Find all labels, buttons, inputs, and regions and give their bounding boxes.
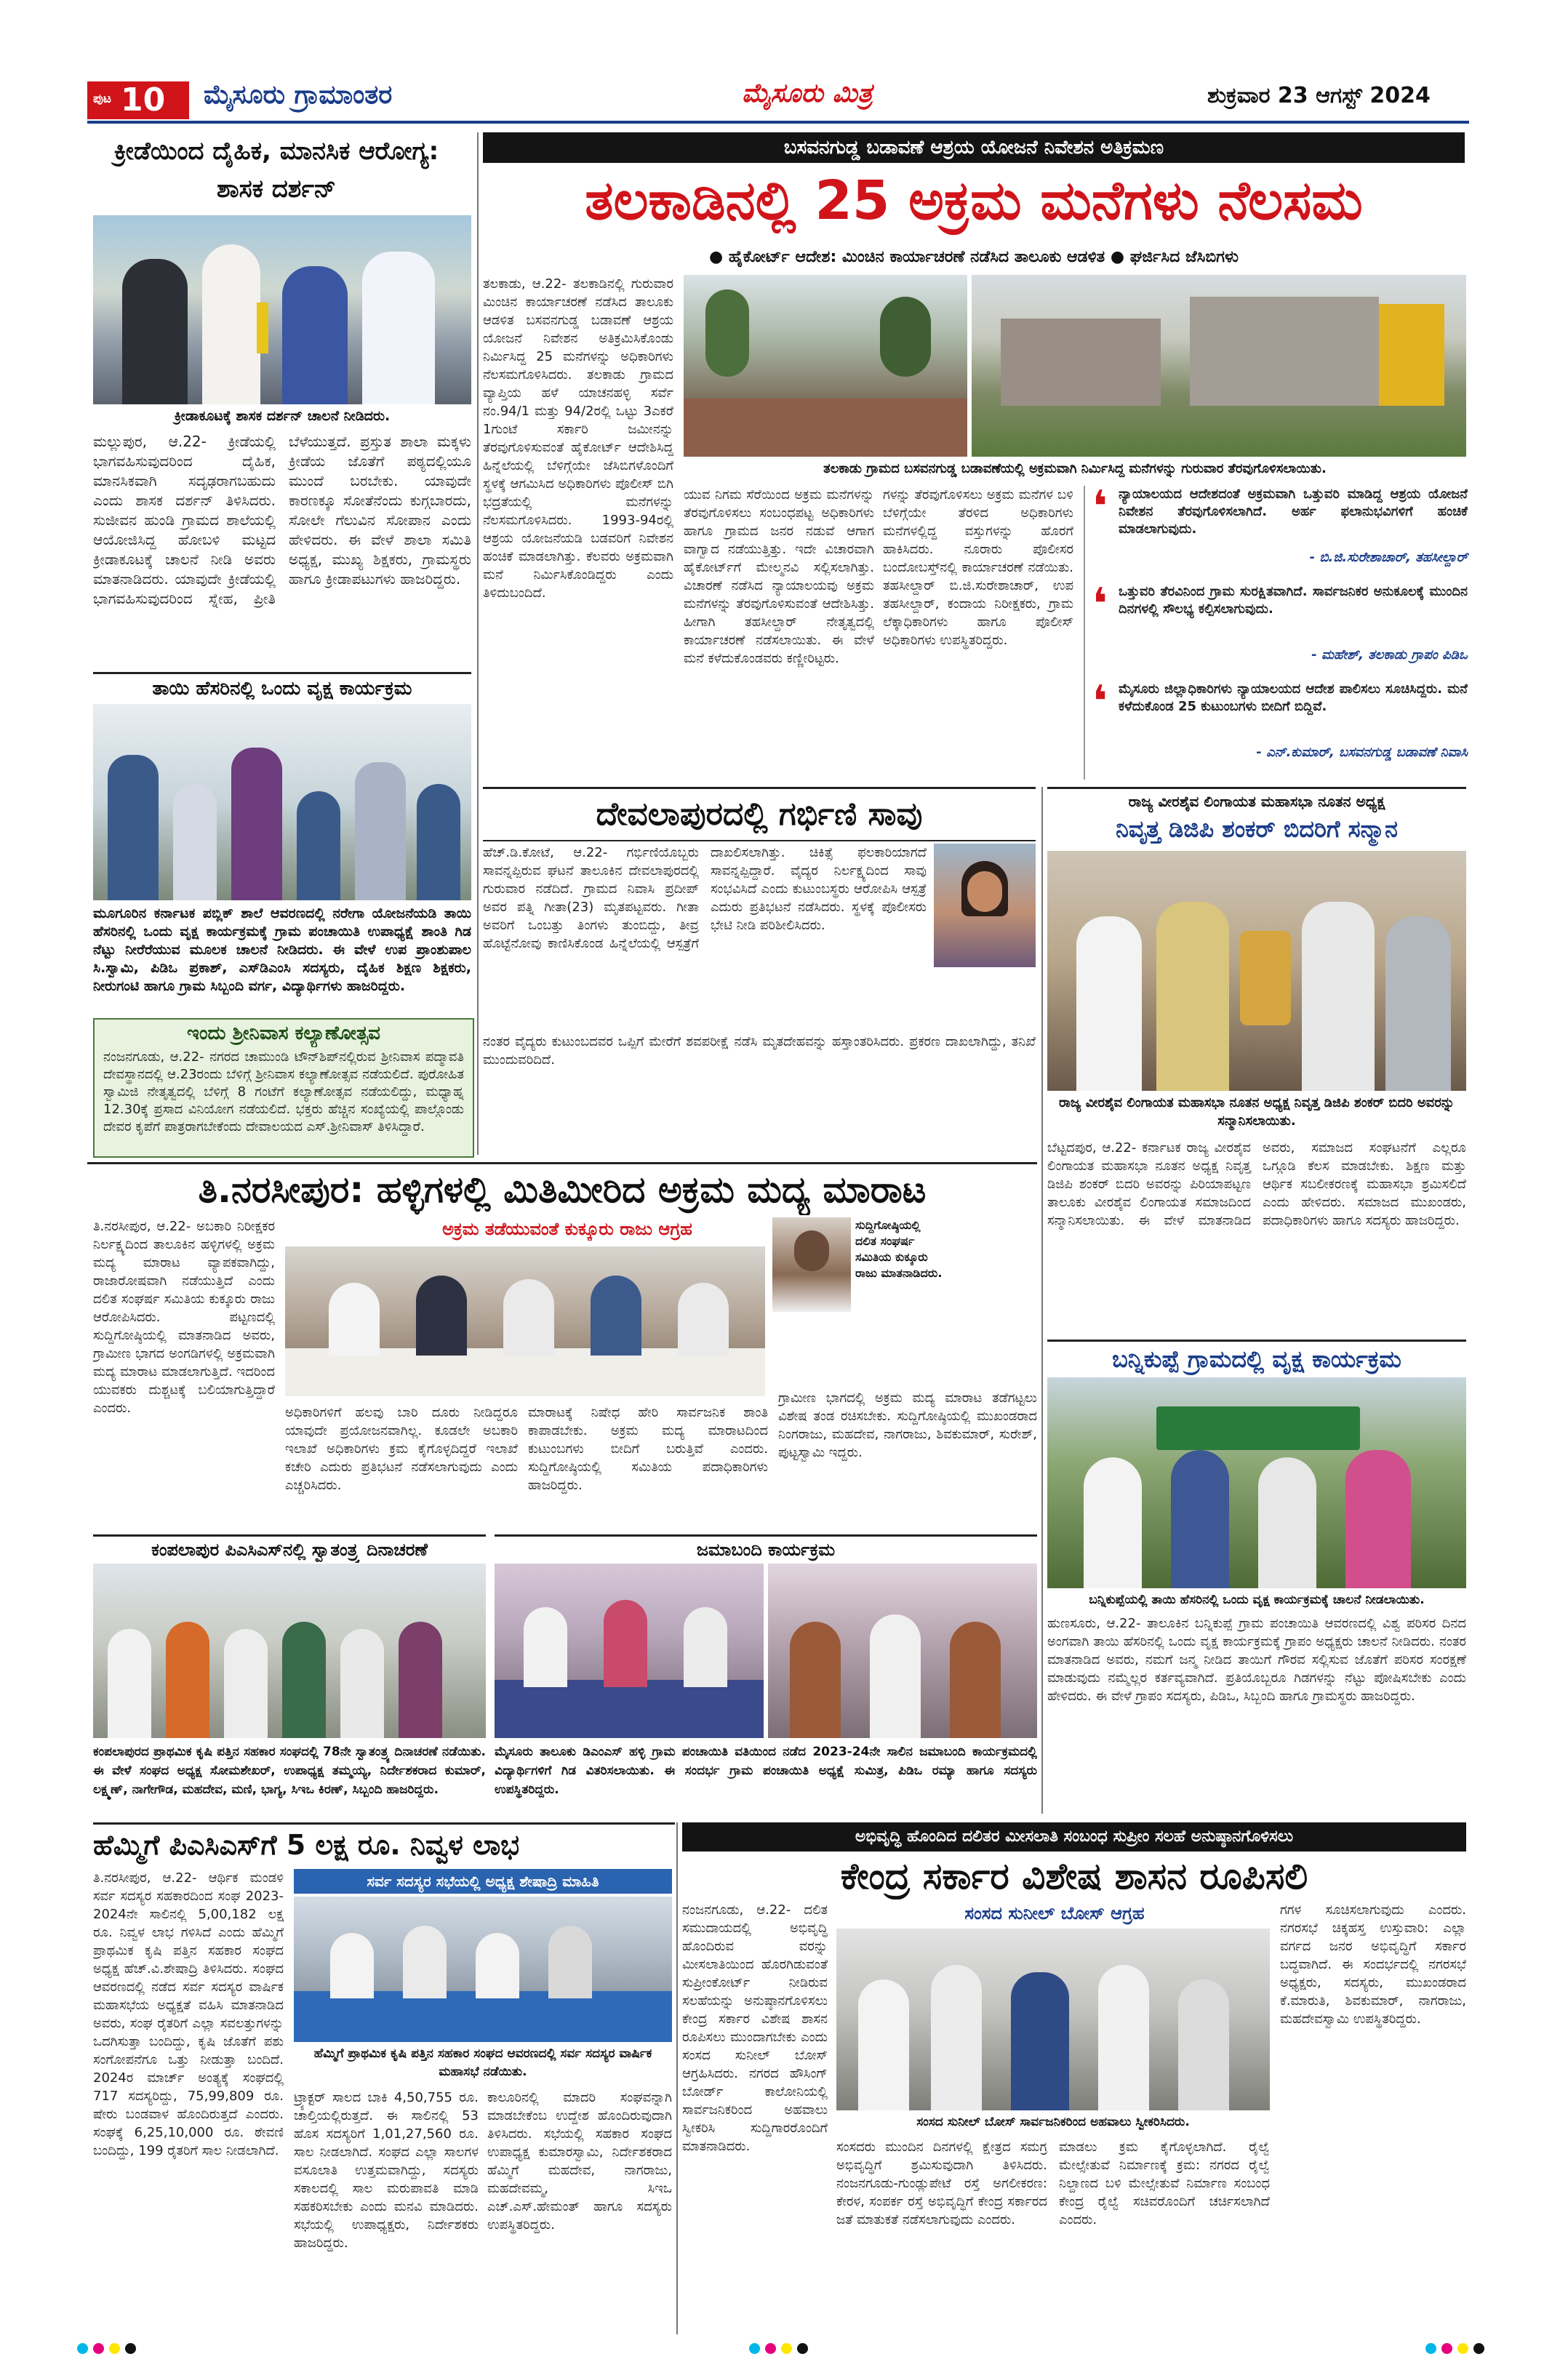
sports-headline: ಕ್ರೀಡೆಯಿಂದ ದೈಹಿಕ, ಮಾನಸಿಕ ಆರೋಗ್ಯ: ಶಾಸಕ ದರ್ಶನ್ [113,137,439,204]
quote-2-text: ಒತ್ತುವರಿ ತೆರವಿನಿಂದ ಗ್ರಾಮ ಸುರಕ್ಷಿತವಾಗಿದೆ. ಸಾರ್ವಜನಿಕರ ಅನುಕೂಲಕ್ಕೆ ಮುಂದಿನ ದಿನಗಳಲ್ಲಿ ಸೌಲಭ್ಯ ಕಲ್ಪಿಸಲಾಗುವುದು. [1119,584,1468,617]
sc-photo [836,1929,1270,2110]
srinivasa-headline: ಇಂದು ಶ್ರೀನಿವಾಸ ಕಲ್ಯಾಣೋತ್ಸವ [187,1022,380,1044]
quote-3-by: - ಎನ್.ಕುಮಾರ್, ಬಸವನಗುಡ್ಡ ಬಡಾವಣೆ ನಿವಾಸಿ [1256,745,1468,760]
felicitation-caption: ರಾಜ್ಯ ವೀರಶೈವ ಲಿಂಗಾಯತ ಮಹಾಸಭಾ ನೂತನ ಅಧ್ಯಕ್ಷ ನಿವೃತ್ತ ಡಿಜಿಪಿ ಶಂಕರ್ ಬಿದರಿ ಅವರನ್ನು ಸನ್ಮಾನಿಸಲಾಯಿತು. [1058,1095,1455,1129]
quote-1-by: - ಬಿ.ಜಿ.ಸುರೇಶಾಚಾರ್, ತಹಸೀಲ್ದಾರ್ [1309,550,1468,565]
print-mark [1473,2343,1484,2354]
quote-3-text: ಮೈಸೂರು ಜಿಲ್ಲಾಧಿಕಾರಿಗಳು ನ್ಯಾಯಾಲಯದ ಆದೇಶ ಪಾಲಿಸಲು ಸೂಚಿಸಿದ್ದರು. ಮನೆ ಕಳೆದುಕೊಂಡ 25 ಕುಟುಂಬಗಳು ಬೀದಿಗೆ ಬಿದ್ದಿವೆ. [1119,681,1468,714]
quote-2-by: - ಮಹೇಶ್, ತಲಕಾಡು ಗ್ರಾಪಂ ಪಿಡಿಒ [1311,647,1468,662]
main-col2: ಯುವ ನಿಗಮ ಸೆರೆಯಿಂದ ಅಕ್ರಮ ಮನೆಗಳನ್ನು ತೆರವುಗೊಳಿಸಲು ಸಂಬಂಧಪಟ್ಟ ಅಧಿಕಾರಿಗಳು ಹಾಗೂ ಗ್ರಾಮದ ಜನರ ನಡುವೆ ಆಗಾಗ ವಾಗ್ವಾದ ನಡೆಯುತ್ತಿತ್ತು. ಇದೇ ವಿಚಾರವಾಗಿ ಹೈಕೋರ್ಟ್‌ಗೆ ಮೇಲ್ಮನವಿ ಸಲ್ಲಿಸಲಾಗಿತ್ತು. ವಿಚಾರಣೆ ನಡೆಸಿದ ನ್ಯಾಯಾಲಯವು ಅಕ್ರಮ ಮನೆಗಳನ್ನು ತೆರವುಗೊಳಿಸುವಂತೆ ಆದೇಶಿಸಿತ್ತು. ಹೀಗಾಗಿ ತಹಸೀಲ್ದಾರ್ ನೇತೃತ್ವದಲ್ಲಿ ಕಾರ್ಯಾಚರಣೆ ನಡೆಸಲಾಯಿತು. ಈ ವೇಳೆ ಮನೆ ಕಳೆದುಕೊಂಡವರು ಕಣ್ಣೀರಿಟ್ಟರು. [684,487,874,666]
print-mark [77,2343,88,2354]
page-header [87,79,1469,119]
pacs-headline: ಹೆಮ್ಮಿಗೆ ಪಿಎಸಿಎಸ್‌ಗೆ 5 ಲಕ್ಷ ರೂ. ನಿವ್ವಳ ಲಾಭ [93,1822,675,1865]
liquor-press-photo [285,1246,765,1396]
main-kicker: ಬಸವನಗುಡ್ಡ ಬಡಾವಣೆ ಆಶ್ರಯ ಯೋಜನೆ ನಿವೇಶನ ಅತಿಕ್ರಮಣ [483,132,1465,163]
pacs-caption: ಹೆಮ್ಮಿಗೆ ಪ್ರಾಥಮಿಕ ಕೃಷಿ ಪತ್ತಿನ ಸಹಕಾರ ಸಂಘದ ಆವರಣದಲ್ಲಿ ಸರ್ವ ಸದಸ್ಯರ ವಾರ್ಷಿಕ ಮಹಾಸಭೆ ನಡೆಯಿತು. [313,2046,652,2079]
main-headline: ತಲಕಾಡಿನಲ್ಲಿ 25 ಅಕ್ರಮ ಮನೆಗಳು ನೆಲಸಮ [585,169,1363,232]
print-mark [1457,2343,1468,2354]
sc-caption: ಸಂಸದ ಸುನೀಲ್ ಬೋಸ್ ಸಾರ್ವಜನಿಕರಿಂದ ಅಹವಾಲು ಸ್ವೀಕರಿಸಿದರು. [916,2115,1190,2129]
liquor-side-caption: ಸುದ್ದಿಗೋಷ್ಠಿಯಲ್ಲಿ ದಲಿತ ಸಂಘರ್ಷ ಸಮಿತಿಯ ಕುಕ್ಕೂರು ರಾಜು ಮಾತನಾಡಿದರು. [855,1218,943,1280]
issue-date: ಶುಕ್ರವಾರ 23 ಆಗಸ್ಟ್ 2024 [1207,83,1431,108]
felicitation-photo [1047,851,1466,1091]
liquor-subhead: ಅಕ್ರಮ ತಡೆಯುವಂತೆ ಕುಕ್ಕೂರು ರಾಜು ಆಗ್ರಹ [442,1219,692,1239]
independence-headline: ಕಂಪಲಾಪುರ ಪಿಎಸಿಎಸ್‌ನಲ್ಲಿ ಸ್ವಾತಂತ್ರ್ಯ ದಿನಾಚರಣೆ [93,1534,486,1563]
liquor-col4: ಗ್ರಾಮೀಣ ಭಾಗದಲ್ಲಿ ಅಕ್ರಮ ಮದ್ಯ ಮಾರಾಟ ತಡೆಗಟ್ಟಲು ವಿಶೇಷ ತಂಡ ರಚಿಸಬೇಕು. ಸುದ್ದಿಗೋಷ್ಠಿಯಲ್ಲಿ ಮುಖಂಡರಾದ ನಿಂಗರಾಜು, ಮಹದೇವ, ನಾಗರಾಜು, ಶಿವಕುಮಾರ್, ಸುರೇಶ್, ಪುಟ್ಟಸ್ವಾಮಿ ಇದ್ದರು. [778,1390,1037,1460]
liquor-col1: ತಿ.ನರಸೀಪುರ, ಆ.22- ಅಬಕಾರಿ ನಿರೀಕ್ಷಕರ ನಿರ್ಲಕ್ಷ್ಯದಿಂದ ತಾಲೂಕಿನ ಹಳ್ಳಿಗಳಲ್ಲಿ ಅಕ್ರಮ ಮದ್ಯ ಮಾರಾಟ ವ್ಯಾಪಕವಾಗಿದ್ದು, ರಾಜಾರೋಷವಾಗಿ ನಡೆಯುತ್ತಿದೆ ಎಂದು ದಲಿತ ಸಂಘರ್ಷ ಸಮಿತಿಯ ಕುಕ್ಕೂರು ರಾಜು ಆರೋಪಿಸಿದರು. ಪಟ್ಟಣದಲ್ಲಿ ಸುದ್ದಿಗೋಷ್ಠಿಯಲ್ಲಿ ಮಾತನಾಡಿದ ಅವರು, ಗ್ರಾಮೀಣ ಭಾಗದ ಅಂಗಡಿಗಳಲ್ಲಿ ಅಕ್ರಮವಾಗಿ ಮದ್ಯ ಮಾರಾಟ ಮಾಡಲಾಗುತ್ತಿದೆ. ಇದರಿಂದ ಯುವಕರು ದುಶ್ಚಟಕ್ಕೆ ಬಲಿಯಾಗುತ್ತಿದ್ದಾರೆ ಎಂದರು. [93,1219,275,1416]
print-mark [797,2343,808,2354]
pacs-col1: ತಿ.ನರಸೀಪುರ, ಆ.22- ಆರ್ಥಿಕ ಮಂಡಳಿ ಸರ್ವ ಸದಸ್ಯರ ಸಹಕಾರದಿಂದ ಸಂಘ 2023-2024ನೇ ಸಾಲಿನಲ್ಲಿ 5,00,182 ಲಕ್ಷ ರೂ. ನಿವ್ವಳ ಲಾಭ ಗಳಿಸಿದೆ ಎಂದು ಹೆಮ್ಮಿಗೆ ಪ್ರಾಥಮಿಕ ಕೃಷಿ ಪತ್ತಿನ ಸಹಕಾರ ಸಂಘದ ಅಧ್ಯಕ್ಷ ಹೆಚ್.ವಿ.ಶೇಷಾದ್ರಿ ತಿಳಿಸಿದರು. ಸಂಘದ ಆವರಣದಲ್ಲಿ ನಡೆದ ಸರ್ವ ಸದಸ್ಯರ ವಾರ್ಷಿಕ ಮಹಾಸಭೆಯ ಅಧ್ಯಕ್ಷತೆ ವಹಿಸಿ ಮಾತನಾಡಿದ ಅವರು, ಸಂಘ ರೈತರಿಗೆ ಎಲ್ಲಾ ಸವಲತ್ತುಗಳನ್ನು ಒದಗಿಸುತ್ತಾ ಬಂದಿದ್ದು, ಕೃಷಿ ಜೊತೆಗೆ ಪಶು ಸಂಗೋಪನೆಗೂ ಒತ್ತು ನೀಡುತ್ತಾ ಬಂದಿದೆ. 2024ರ ಮಾರ್ಚ್ ಅಂತ್ಯಕ್ಕೆ ಸಂಘದಲ್ಲಿ 717 ಸದಸ್ಯರಿದ್ದು, 75,99,809 ರೂ. ಷೇರು ಬಂಡವಾಳ ಹೊಂದಿರುತ್ತದೆ ಎಂದರು. ಸಂಘಕ್ಕೆ 6,25,10,000 ರೂ. ಠೇವಣಿ ಬಂದಿದ್ದು, 199 ರೈತರಿಗೆ ಸಾಲ ನೀಡಲಾಗಿದೆ. [93,1870,284,2158]
page-number: 10 [121,81,166,119]
forest-caption: ಬನ್ನಿಕುಪ್ಪೆಯಲ್ಲಿ ತಾಯಿ ಹೆಸರಿನಲ್ಲಿ ಒಂದು ವೃಕ್ಷ ಕಾರ್ಯಕ್ರಮಕ್ಕೆ ಚಾಲನೆ ನೀಡಲಾಯಿತು. [1089,1593,1425,1607]
masthead-logo: ಮೈಸೂರು ಮಿತ್ರ [742,79,873,108]
sc-subhead: ಸಂಸದ ಸುನೀಲ್ ಬೋಸ್ ಆಗ್ರಹ [964,1903,1145,1923]
sc-col1: ನಂಜನಗೂಡು, ಆ.22- ದಲಿತ ಸಮುದಾಯದಲ್ಲಿ ಅಭಿವೃದ್ಧಿ ಹೊಂದಿರುವ ವರನ್ನು ಮೀಸಲಾತಿಯಿಂದ ಹೊರಗಿಡುವಂತೆ ಸುಪ್ರೀಂಕೋರ್ಟ್ ನೀಡಿರುವ ಸಲಹೆಯನ್ನು ಅನುಷ್ಠಾನಗೊಳಿಸಲು ಕೇಂದ್ರ ಸರ್ಕಾರ ವಿಶೇಷ ಶಾಸನ ರೂಪಿಸಲು ಮುಂದಾಗಬೇಕು ಎಂದು ಸಂಸದ ಸುನೀಲ್ ಬೋಸ್ ಆಗ್ರಹಿಸಿದರು. ನಗರದ ಹೌಸಿಂಗ್ ಬೋರ್ಡ್ ಕಾಲೋನಿಯಲ್ಲಿ ಸಾರ್ವಜನಿಕರಿಂದ ಅಹವಾಲು ಸ್ವೀಕರಿಸಿ ಸುದ್ದಿಗಾರರೊಂದಿಗೆ ಮಾತನಾಡಿದರು. [682,1902,828,2154]
forest-body: ಹುಣಸೂರು, ಆ.22- ತಾಲೂಕಿನ ಬನ್ನಿಕುಪ್ಪೆ ಗ್ರಾಮ ಪಂಚಾಯಿತಿ ಆವರಣದಲ್ಲಿ ವಿಶ್ವ ಪರಿಸರ ದಿನದ ಅಂಗವಾಗಿ ತಾಯಿ ಹೆಸರಿನಲ್ಲಿ ಒಂದು ವೃಕ್ಷ ಕಾರ್ಯಕ್ರಮಕ್ಕೆ ಗ್ರಾಪಂ ಅಧ್ಯಕ್ಷರು ಚಾಲನೆ ನೀಡಿದರು. ನಂತರ ಮಾತನಾಡಿದ ಅವರು, ನಮಗೆ ಜನ್ಮ ನೀಡಿದ ತಾಯಿಗೆ ಗೌರವ ಸಲ್ಲಿಸುವ ಜೊತೆಗೆ ಪರಿಸರ ಸಂರಕ್ಷಣೆ ಮಾಡುವುದು ನಮ್ಮೆಲ್ಲರ ಕರ್ತವ್ಯವಾಗಿದೆ. ಪ್ರತಿಯೊಬ್ಬರೂ ಗಿಡಗಳನ್ನು ನೆಟ್ಟು ಪೋಷಿಸಬೇಕು ಎಂದು ಹೇಳಿದರು. ಈ ವೇಳೆ ಗ್ರಾಪಂ ಸದಸ್ಯರು, ಪಿಡಿಒ, ಸಿಬ್ಬಂದಿ ಹಾಗೂ ಗ್ರಾಮಸ್ಥರು ಹಾಜರಿದ್ದರು. [1047,1616,1466,1704]
jamabandi-photo-right [768,1564,1037,1738]
sc-kicker: ಅಭಿವೃದ್ಧಿ ಹೊಂದಿದ ದಲಿತರ ಮೀಸಲಾತಿ ಸಂಬಂಧ ಸುಪ್ರೀಂ ಸಲಹೆ ಅನುಷ್ಠಾನಗೊಳಿಸಲು [682,1822,1466,1851]
page-label: ಪುಟ [93,92,111,106]
print-mark [749,2343,760,2354]
pacs-col3: ಕಾಲೂರಿನಲ್ಲಿ ಮಾದರಿ ಸಂಘವನ್ನಾಗಿ ಮಾಡಬೇಕೆಂಬ ಉದ್ದೇಶ ಹೊಂದಿರುವುದಾಗಿ ತಿಳಿಸಿದರು. ಸಭೆಯಲ್ಲಿ ಸಹಕಾರ ಸಂಘದ ಉಪಾಧ್ಯಕ್ಷ ಕುಮಾರಸ್ವಾಮಿ, ನಿರ್ದೇಶಕರಾದ ಹೆಮ್ಮಿಗೆ ಮಹದೇವ, ನಾಗರಾಜು, ಮಹದೇವಮ್ಮ, ಸಿಇಒ ಎಚ್.ಎಸ್.ಹೇಮಂತ್ ಹಾಗೂ ಸದಸ್ಯರು ಉಪಸ್ಥಿತರಿದ್ದರು. [487,2090,672,2233]
main-col3: ಗಳನ್ನು ತೆರವುಗೊಳಿಸಲು ಅಕ್ರಮ ಮನೆಗಳ ಬಳಿ ಬೆಳಿಗ್ಗೆಯೇ ತೆರಳಿದ ಅಧಿಕಾರಿಗಳು ಮನೆಗಳಲ್ಲಿದ್ದ ವಸ್ತುಗಳನ್ನು ಹೊರಗೆ ಹಾಕಿಸಿದರು. ನೂರಾರು ಪೊಲೀಸರ ಬಂದೋಬಸ್ತ್‌ನಲ್ಲಿ ಕಾರ್ಯಾಚರಣೆ ನಡೆಯಿತು. ತಹಸೀಲ್ದಾರ್ ಬಿ.ಜಿ.ಸುರೇಶಾಚಾರ್, ಉಪ ತಹಸೀಲ್ದಾರ್, ಕಂದಾಯ ನಿರೀಕ್ಷಕರು, ಗ್ರಾಮ ಲೆಕ್ಕಾಧಿಕಾರಿಗಳು ಹಾಗೂ ಪೊಲೀಸ್ ಅಧಿಕಾರಿಗಳು ಉಪಸ್ಥಿತರಿದ್ದರು. [883,487,1073,648]
felicitation-kicker: ರಾಜ್ಯ ವೀರಶೈವ ಲಿಂಗಾಯತ ಮಹಾಸಭಾ ನೂತನ ಅಧ್ಯಕ್ಷ [1047,787,1466,814]
quote-mark-icon: ❛ [1092,481,1108,532]
sports-caption: ಕ್ರೀಡಾಕೂಟಕ್ಕೆ ಶಾಸಕ ದರ್ಶನ್ ಚಾಲನೆ ನೀಡಿದರು. [174,408,391,424]
quote-1 [1092,481,1468,580]
quote-mark-icon: ❛ [1092,676,1108,727]
pacs-photo [294,1897,672,2042]
quote-mark-icon: ❛ [1092,579,1108,630]
death-victim-photo [934,844,1036,967]
felicitation-body: ಬೆಟ್ಟದಪುರ, ಆ.22- ಕರ್ನಾಟಕ ರಾಜ್ಯ ವೀರಶೈವ ಲಿಂಗಾಯತ ಮಹಾಸಭಾ ನೂತನ ಅಧ್ಯಕ್ಷ ನಿವೃತ್ತ ಡಿಜಿಪಿ ಶಂಕರ್ ಬಿದರಿ ಅವರನ್ನು ಪಿರಿಯಾಪಟ್ಟಣ ತಾಲೂಕು ವೀರಶೈವ ಲಿಂಗಾಯತ ಸಮಾಜದಿಂದ ಸನ್ಮಾನಿಸಲಾಯಿತು. ಈ ವೇಳೆ ಮಾತನಾಡಿದ ಅವರು, ಸಮಾಜದ ಸಂಘಟನೆಗೆ ಎಲ್ಲರೂ ಒಗ್ಗೂಡಿ ಕೆಲಸ ಮಾಡಬೇಕು. ಶಿಕ್ಷಣ ಮತ್ತು ಆರ್ಥಿಕ ಸಬಲೀಕರಣಕ್ಕೆ ಮಹಾಸಭಾ ಶ್ರಮಿಸಲಿದೆ ಎಂದು ಹೇಳಿದರು. ಸಮಾಜದ ಮುಖಂಡರು, ಪದಾಧಿಕಾರಿಗಳು ಹಾಗೂ ಸದಸ್ಯರು ಹಾಜರಿದ್ದರು. [1047,1140,1466,1228]
liquor-col3: ಮಾರಾಟಕ್ಕೆ ನಿಷೇಧ ಹೇರಿ ಸಾರ್ವಜನಿಕ ಶಾಂತಿ ಕಾಪಾಡಬೇಕು. ಅಕ್ರಮ ಮದ್ಯ ಮಾರಾಟದಿಂದ ಕುಟುಂಬಗಳು ಬೀದಿಗೆ ಬರುತ್ತಿವೆ ಎಂದರು. ಸುದ್ದಿಗೋಷ್ಠಿಯಲ್ಲಿ ಸಮಿತಿಯ ಪದಾಧಿಕಾರಿಗಳು ಹಾಜರಿದ್ದರು. [528,1405,768,1493]
sc-col4: ಗಗಳ ಸೂಚಿಸಲಾಗುವುದು ಎಂದರು. ನಗರಸಭೆ ಚಿಕ್ಕಹಸ್ತ ಉಸ್ತುವಾರಿ: ಎಲ್ಲಾ ವರ್ಗದ ಜನರ ಅಭಿವೃದ್ಧಿಗೆ ಸರ್ಕಾರ ಬದ್ಧವಾಗಿದೆ. ಈ ಸಂದರ್ಭದಲ್ಲಿ ನಗರಸಭೆ ಅಧ್ಯಕ್ಷರು, ಸದಸ್ಯರು, ಮುಖಂಡರಾದ ಕೆ.ಮಾರುತಿ, ಶಿವಕುಮಾರ್, ನಾಗರಾಜು, ಮಹದೇವಸ್ವಾಮಿ ಉಪಸ್ಥಿತರಿದ್ದರು. [1280,1902,1466,2027]
demolition-photo-left [684,275,967,457]
print-mark [781,2343,792,2354]
quotes-box [1084,481,1468,780]
sports-body: ಮಲ್ಲುಪುರ, ಆ.22- ಕ್ರೀಡೆಯಲ್ಲಿ ಭಾಗವಹಿಸುವುದರಿಂದ ದೈಹಿಕ, ಮಾನಸಿಕವಾಗಿ ಸದೃಢರಾಗಬಹುದು ಎಂದು ಶಾಸಕ ದರ್ಶನ್ ತಿಳಿಸಿದರು. ಸುಜೀವನ ಹುಂಡಿ ಗ್ರಾಮದ ಶಾಲೆಯಲ್ಲಿ ಆಯೋಜಿಸಿದ್ದ ಹೋಬಳಿ ಮಟ್ಟದ ಕ್ರೀಡಾಕೂಟಕ್ಕೆ ಚಾಲನೆ ನೀಡಿ ಅವರು ಮಾತನಾಡಿದರು. ಯಾವುದೇ ಕ್ರೀಡೆಯಲ್ಲಿ ಭಾಗವಹಿಸುವುದರಿಂದ ಸ್ನೇಹ, ಪ್ರೀತಿ ಬೆಳೆಯುತ್ತದೆ. ಪ್ರಸ್ತುತ ಶಾಲಾ ಮಕ್ಕಳು ಕ್ರೀಡೆಯ ಜೊತೆಗೆ ಪಠ್ಯದಲ್ಲಿಯೂ ಮುಂದೆ ಬರಬೇಕು. ಯಾವುದೇ ಕಾರಣಕ್ಕೂ ಸೋತೆನೆಂದು ಕುಗ್ಗಬಾರದು, ಸೋಲೇ ಗೆಲುವಿನ ಸೋಪಾನ ಎಂದು ಹೇಳಿದರು. ಈ ವೇಳೆ ಶಾಲಾ ಸಮಿತಿ ಅಧ್ಯಕ್ಷ, ಮುಖ್ಯ ಶಿಕ್ಷಕರು, ಗ್ರಾಮಸ್ಥರು ಹಾಗೂ ಕ್ರೀಡಾಪಟುಗಳು ಹಾಜರಿದ್ದರು. [93,433,471,607]
tree-caption: ಮೂಗೂರಿನ ಕರ್ನಾಟಕ ಪಬ್ಲಿಕ್ ಶಾಲೆ ಆವರಣದಲ್ಲಿ ನರೇಗಾ ಯೋಜನೆಯಡಿ ತಾಯಿ ಹೆಸರಿನಲ್ಲಿ ಒಂದು ವೃಕ್ಷ ಕಾರ್ಯಕ್ರಮಕ್ಕೆ ಗ್ರಾಮ ಪಂಚಾಯಿತಿ ಉಪಾಧ್ಯಕ್ಷೆ ಶಾಂತಿ ಗಿಡ ನೆಟ್ಟು ನೀರೆರೆಯುವ ಮೂಲಕ ಚಾಲನೆ ನೀಡಿದರು. ಈ ವೇಳೆ ಉಪ ಪ್ರಾಂಶುಪಾಲ ಸಿ.ಸ್ವಾಮಿ, ಪಿಡಿಒ ಪ್ರಕಾಶ್, ಎಸ್‌ಡಿಎಂಸಿ ಸದಸ್ಯರು, ದೈಹಿಕ ಶಿಕ್ಷಣ ಶಿಕ್ಷಕರು, ನೀರುಗಂಟಿ ಹಾಗೂ ಗ್ರಾಮ ಸಿಬ್ಬಂದಿ ವರ್ಗ, ವಿದ್ಯಾರ್ಥಿಗಳು ಹಾಜರಿದ್ದರು. [93,905,471,994]
quote-2 [1092,579,1468,678]
header-rule [87,121,1469,124]
column-divider [477,132,479,1155]
death-headline: ದೇವಲಾಪುರದಲ್ಲಿ ಗರ್ಭಿಣಿ ಸಾವು [483,787,1036,841]
felicitation-headline: ನಿವೃತ್ತ ಡಿಜಿಪಿ ಶಂಕರ್ ಬಿದರಿಗೆ ಸನ್ಮಾನ [1116,815,1398,843]
print-mark [765,2343,776,2354]
demolition-photo-right [972,275,1466,457]
main-subhead: ● ಹೈಕೋರ್ಟ್ ಆದೇಶ: ಮಿಂಚಿನ ಕಾರ್ಯಾಚರಣೆ ನಡೆಸಿದ ತಾಲೂಕು ಆಡಳಿತ ● ಘರ್ಜಿಸಿದ ಜೆಸಿಬಿಗಳು [709,248,1239,266]
forest-headline: ಬನ್ನಿಕುಪ್ಪೆ ಗ್ರಾಮದಲ್ಲಿ ವೃಕ್ಷ ಕಾರ್ಯಕ್ರಮ [1047,1340,1466,1377]
sc-col3: ಮಾಡಲು ಕ್ರಮ ಕೈಗೊಳ್ಳಲಾಗಿದೆ. ರೈಲ್ವೆ ಮೇಲ್ಸೇತುವೆ ನಿರ್ಮಾಣಕ್ಕೆ ಕ್ರಮ: ನಗರದ ರೈಲ್ವೆ ನಿಲ್ದಾಣದ ಬಳಿ ಮೇಲ್ಸೇತುವೆ ನಿರ್ಮಾಣ ಸಂಬಂಧ ಕೇಂದ್ರ ರೈಲ್ವೆ ಸಚಿವರೊಂದಿಗೆ ಚರ್ಚಿಸಲಾಗಿದೆ ಎಂದರು. [1059,2139,1270,2227]
print-mark [93,2343,104,2354]
pacs-photo-title: ಸರ್ವ ಸದಸ್ಯರ ಸಭೆಯಲ್ಲಿ ಅಧ್ಯಕ್ಷ ಶೇಷಾದ್ರಿ ಮಾಹಿತಿ [294,1869,672,1894]
srinivasa-body: ನಂಜನಗೂಡು, ಆ.22- ನಗರದ ಚಾಮುಂಡಿ ಟೌನ್‌ಶಿಪ್‌ನಲ್ಲಿರುವ ಶ್ರೀನಿವಾಸ ಪದ್ಮಾವತಿ ದೇವಸ್ಥಾನದಲ್ಲಿ ಆ.23ರಂದು ಬೆಳಿಗ್ಗೆ ಶ್ರೀನಿವಾಸ ಕಲ್ಯಾಣೋತ್ಸವ ನಡೆಯಲಿದೆ. ಪುರೋಹಿತ ಸ್ವಾಮಿಜಿ ನೇತೃತ್ವದಲ್ಲಿ ಬೆಳಿಗ್ಗೆ 8 ಗಂಟೆಗೆ ಕಲ್ಯಾಣೋತ್ಸವ ನಡೆಯಲಿದ್ದು, ಮಧ್ಯಾಹ್ನ 12.30ಕ್ಕೆ ಪ್ರಸಾದ ವಿನಿಯೋಗ ನಡೆಯಲಿದೆ. ಭಕ್ತರು ಹೆಚ್ಚಿನ ಸಂಖ್ಯೆಯಲ್ಲಿ ಪಾಲ್ಗೊಂಡು ದೇವರ ಕೃಪೆಗೆ ಪಾತ್ರರಾಗಬೇಕೆಂದು ದೇವಾಲಯದ ಎಸ್.ಶ್ರೀನಿವಾಸ್ ತಿಳಿಸಿದ್ದಾರೆ. [103,1049,464,1134]
quote-3 [1092,676,1468,780]
forest-photo [1047,1377,1466,1588]
sc-col2: ಸಂಸದರು ಮುಂದಿನ ದಿನಗಳಲ್ಲಿ ಕ್ಷೇತ್ರದ ಸಮಗ್ರ ಅಭಿವೃದ್ಧಿಗೆ ಶ್ರಮಿಸುವುದಾಗಿ ತಿಳಿಸಿದರು. ನಂಜನಗೂಡು-ಗುಂಡ್ಲುಪೇಟೆ ರಸ್ತೆ ಅಗಲೀಕರಣ: ಕೇರಳ, ಸಂಪರ್ಕ ರಸ್ತೆ ಅಭಿವೃದ್ಧಿಗೆ ಕೇಂದ್ರ ಸರ್ಕಾರದ ಜತೆ ಮಾತುಕತೆ ನಡೆಸಲಾಗುವುದು ಎಂದರು. [836,2139,1047,2227]
column-divider [1041,787,1043,1814]
jamabandi-photo-left [495,1564,764,1738]
print-mark [1425,2343,1436,2354]
jamabandi-caption: ಮೈಸೂರು ತಾಲೂಕು ಡಿಎಂಎಸ್ ಹಳ್ಳಿ ಗ್ರಾಮ ಪಂಚಾಯಿತಿ ವತಿಯಿಂದ ನಡೆದ 2023-24ನೇ ಸಾಲಿನ ಜಮಾಬಂದಿ ಕಾರ್ಯಕ್ರಮದಲ್ಲಿ ವಿದ್ಯಾರ್ಥಿಗಳಿಗೆ ಗಿಡ ವಿತರಿಸಲಾಯಿತು. ಈ ಸಂದರ್ಭ ಗ್ರಾಮ ಪಂಚಾಯಿತಿ ಅಧ್ಯಕ್ಷೆ ಸುಮಿತ್ರ, ಪಿಡಿಒ ರಮ್ಯಾ ಹಾಗೂ ಸದಸ್ಯರು ಉಪಸ್ಥಿತರಿದ್ದರು. [495,1745,1037,1797]
print-mark [125,2343,136,2354]
independence-caption: ಕಂಪಲಾಪುರದ ಪ್ರಾಥಮಿಕ ಕೃಷಿ ಪತ್ತಿನ ಸಹಕಾರ ಸಂಘದಲ್ಲಿ 78ನೇ ಸ್ವಾತಂತ್ರ್ಯ ದಿನಾಚರಣೆ ನಡೆಯಿತು. ಈ ವೇಳೆ ಸಂಘದ ಅಧ್ಯಕ್ಷ ಸೋಮಶೇಖರ್, ಉಪಾಧ್ಯಕ್ಷ ತಮ್ಮಯ್ಯ, ನಿರ್ದೇಶಕರಾದ ಕುಮಾರ್, ಲಕ್ಷ್ಮಣ್, ನಾಗೇಗೌಡ, ಮಹದೇವ, ಮಣಿ, ಭಾಗ್ಯ, ಸಿಇಒ ಕಿರಣ್, ಸಿಬ್ಬಂದಿ ಹಾಜರಿದ್ದರು. [93,1745,486,1797]
death-body2: ನಂತರ ವೈದ್ಯರು ಕುಟುಂಬದವರ ಒಪ್ಪಿಗೆ ಮೇರೆಗೆ ಶವಪರೀಕ್ಷೆ ನಡೆಸಿ ಮೃತದೇಹವನ್ನು ಹಸ್ತಾಂತರಿಸಿದರು. ಪ್ರಕರಣ ದಾಖಲಾಗಿದ್ದು, ತನಿಖೆ ಮುಂದುವರಿದಿದೆ. [483,1034,1036,1068]
liquor-col2: ಅಧಿಕಾರಿಗಳಿಗೆ ಹಲವು ಬಾರಿ ದೂರು ನೀಡಿದ್ದರೂ ಯಾವುದೇ ಪ್ರಯೋಜನವಾಗಿಲ್ಲ. ಕೂಡಲೇ ಅಬಕಾರಿ ಇಲಾಖೆ ಅಧಿಕಾರಿಗಳು ಕ್ರಮ ಕೈಗೊಳ್ಳದಿದ್ದರೆ ಇಲಾಖೆ ಕಚೇರಿ ಎದುರು ಪ್ರತಿಭಟನೆ ನಡೆಸಲಾಗುವುದು ಎಂದು ಎಚ್ಚರಿಸಿದರು. [285,1405,518,1493]
tree-headline: ತಾಯಿ ಹೆಸರಿನಲ್ಲಿ ಒಂದು ವೃಕ್ಷ ಕಾರ್ಯಕ್ರಮ [93,672,471,703]
pacs-col2: ಟ್ರ್ಯಾಕ್ಟರ್ ಸಾಲದ ಬಾಕಿ 4,50,755 ರೂ. ಚಾಲ್ತಿಯಲ್ಲಿರುತ್ತದೆ. ಈ ಸಾಲಿನಲ್ಲಿ 53 ಹೊಸ ಸದಸ್ಯರಿಗೆ 1,01,27,560 ರೂ. ಸಾಲ ನೀಡಲಾಗಿದೆ. ಸಂಘದ ಎಲ್ಲಾ ಸಾಲಗಳ ವಸೂಲಾತಿ ಉತ್ತಮವಾಗಿದ್ದು, ಸದಸ್ಯರು ಸಕಾಲದಲ್ಲಿ ಸಾಲ ಮರುಪಾವತಿ ಮಾಡಿ ಸಹಕರಿಸಬೇಕು ಎಂದು ಮನವಿ ಮಾಡಿದರು. ಸಭೆಯಲ್ಲಿ ಉಪಾಧ್ಯಕ್ಷರು, ನಿರ್ದೇಶಕರು ಹಾಜರಿದ್ದರು. [294,2090,479,2251]
main-col1: ತಲಕಾಡು, ಆ.22- ತಲಕಾಡಿನಲ್ಲಿ ಗುರುವಾರ ಮಿಂಚಿನ ಕಾರ್ಯಾಚರಣೆ ನಡೆಸಿದ ತಾಲೂಕು ಆಡಳಿತ ಬಸವನಗುಡ್ಡ ಬಡಾವಣೆ ಆಶ್ರಯ ಯೋಜನೆ ನಿವೇಶನ ಅತಿಕ್ರಮಿಸಿಕೊಂಡು ನಿರ್ಮಿಸಿದ್ದ 25 ಮನೆಗಳನ್ನು ಅಧಿಕಾರಿಗಳು ನೆಲಸಮಗೊಳಿಸಿದರು. ತಲಕಾಡು ಗ್ರಾಮದ ವ್ಯಾಪ್ತಿಯ ಹಳೆ ಯಾಚನಹಳ್ಳಿ ಸರ್ವೆ ನಂ.94/1 ಮತ್ತು 94/2ರಲ್ಲಿ ಒಟ್ಟು 3ಎಕರೆ 1ಗುಂಟೆ ಸರ್ಕಾರಿ ಜಮೀನನ್ನು ತೆರವುಗೊಳಿಸುವಂತೆ ಹೈಕೋರ್ಟ್ ಆದೇಶಿಸಿದ್ದ ಹಿನ್ನೆಲೆಯಲ್ಲಿ ಬೆಳಿಗ್ಗೆಯೇ ಜೆಸಿಬಿಗಳೊಂದಿಗೆ ಸ್ಥಳಕ್ಕೆ ಆಗಮಿಸಿದ ಅಧಿಕಾರಿಗಳು ಪೊಲೀಸ್ ಬಿಗಿ ಭದ್ರತೆಯಲ್ಲಿ ಮನೆಗಳನ್ನು ನೆಲಸಮಗೊಳಿಸಿದರು. 1993-94ರಲ್ಲಿ ಆಶ್ರಯ ಯೋಜನೆಯಡಿ ಬಡವರಿಗೆ ನಿವೇಶನ ಹಂಚಿಕೆ ಮಾಡಲಾಗಿತ್ತು. ಕೆಲವರು ಅಕ್ರಮವಾಗಿ ಮನೆ ನಿರ್ಮಿಸಿಕೊಂಡಿದ್ದರು ಎಂದು ತಿಳಿದುಬಂದಿದೆ. [483,276,673,601]
liquor-speaker-photo [772,1217,851,1312]
tree-photo [93,704,471,900]
print-mark [1441,2343,1452,2354]
srinivasa-box [93,1018,474,1158]
section-title: ಮೈಸೂರು ಗ್ರಾಮಾಂತರ [204,80,393,110]
liquor-headline: ತಿ.ನರಸೀಪುರ: ಹಳ್ಳಿಗಳಲ್ಲಿ ಮಿತಿಮೀರಿದ ಅಕ್ರಮ ಮದ್ಯ ಮಾರಾಟ [87,1162,1037,1215]
page-number-badge [87,81,189,119]
jamabandi-headline: ಜಮಾಬಂದಿ ಕಾರ್ಯಕ್ರಮ [495,1534,1037,1563]
print-mark [109,2343,120,2354]
demolition-caption: ತಲಕಾಡು ಗ್ರಾಮದ ಬಸವನಗುಡ್ಡ ಬಡಾವಣೆಯಲ್ಲಿ ಅಕ್ರಮವಾಗಿ ನಿರ್ಮಿಸಿದ್ದ ಮನೆಗಳನ್ನು ಗುರುವಾರ ತೆರವುಗೊಳಿಸಲಾಯಿತು. [823,461,1327,476]
death-body: ಹೆಚ್.ಡಿ.ಕೋಟೆ, ಆ.22- ಗರ್ಭಿಣಿಯೊಬ್ಬರು ಸಾವನ್ನಪ್ಪಿರುವ ಘಟನೆ ತಾಲೂಕಿನ ದೇವಲಾಪುರದಲ್ಲಿ ಗುರುವಾರ ನಡೆದಿದೆ. ಗ್ರಾಮದ ನಿವಾಸಿ ಪ್ರದೀಪ್ ಅವರ ಪತ್ನಿ ಗೀತಾ(23) ಮೃತಪಟ್ಟವರು. ಗೀತಾ ಅವರಿಗೆ ಒಂಬತ್ತು ತಿಂಗಳು ತುಂಬಿದ್ದು, ತೀವ್ರ ಹೊಟ್ಟೆನೋವು ಕಾಣಿಸಿಕೊಂಡ ಹಿನ್ನೆಲೆಯಲ್ಲಿ ಆಸ್ಪತ್ರೆಗೆ ದಾಖಲಿಸಲಾಗಿತ್ತು. ಚಿಕಿತ್ಸೆ ಫಲಕಾರಿಯಾಗದೆ ಸಾವನ್ನಪ್ಪಿದ್ದಾರೆ. ವೈದ್ಯರ ನಿರ್ಲಕ್ಷ್ಯದಿಂದ ಸಾವು ಸಂಭವಿಸಿದೆ ಎಂದು ಕುಟುಂಬಸ್ಥರು ಆರೋಪಿಸಿ ಆಸ್ಪತ್ರೆ ಎದುರು ಪ್ರತಿಭಟನೆ ನಡೆಸಿದರು. ಸ್ಥಳಕ್ಕೆ ಪೊಲೀಸರು ಭೇಟಿ ನೀಡಿ ಪರಿಶೀಲಿಸಿದರು. [483,845,927,951]
sc-headline: ಕೇಂದ್ರ ಸರ್ಕಾರ ವಿಶೇಷ ಶಾಸನ ರೂಪಿಸಲಿ [840,1855,1308,1897]
column-divider [676,1822,678,2334]
sports-photo [93,215,471,404]
independence-photo [93,1564,486,1738]
quote-1-text: ನ್ಯಾಯಾಲಯದ ಆದೇಶದಂತೆ ಅಕ್ರಮವಾಗಿ ಒತ್ತುವರಿ ಮಾಡಿದ್ದ ಆಶ್ರಯ ಯೋಜನೆ ನಿವೇಶನ ತೆರವುಗೊಳಿಸಲಾಗಿದೆ. ಅರ್ಹ ಫಲಾನುಭವಿಗಳಿಗೆ ಹಂಚಿಕೆ ಮಾಡಲಾಗುವುದು. [1119,487,1468,537]
